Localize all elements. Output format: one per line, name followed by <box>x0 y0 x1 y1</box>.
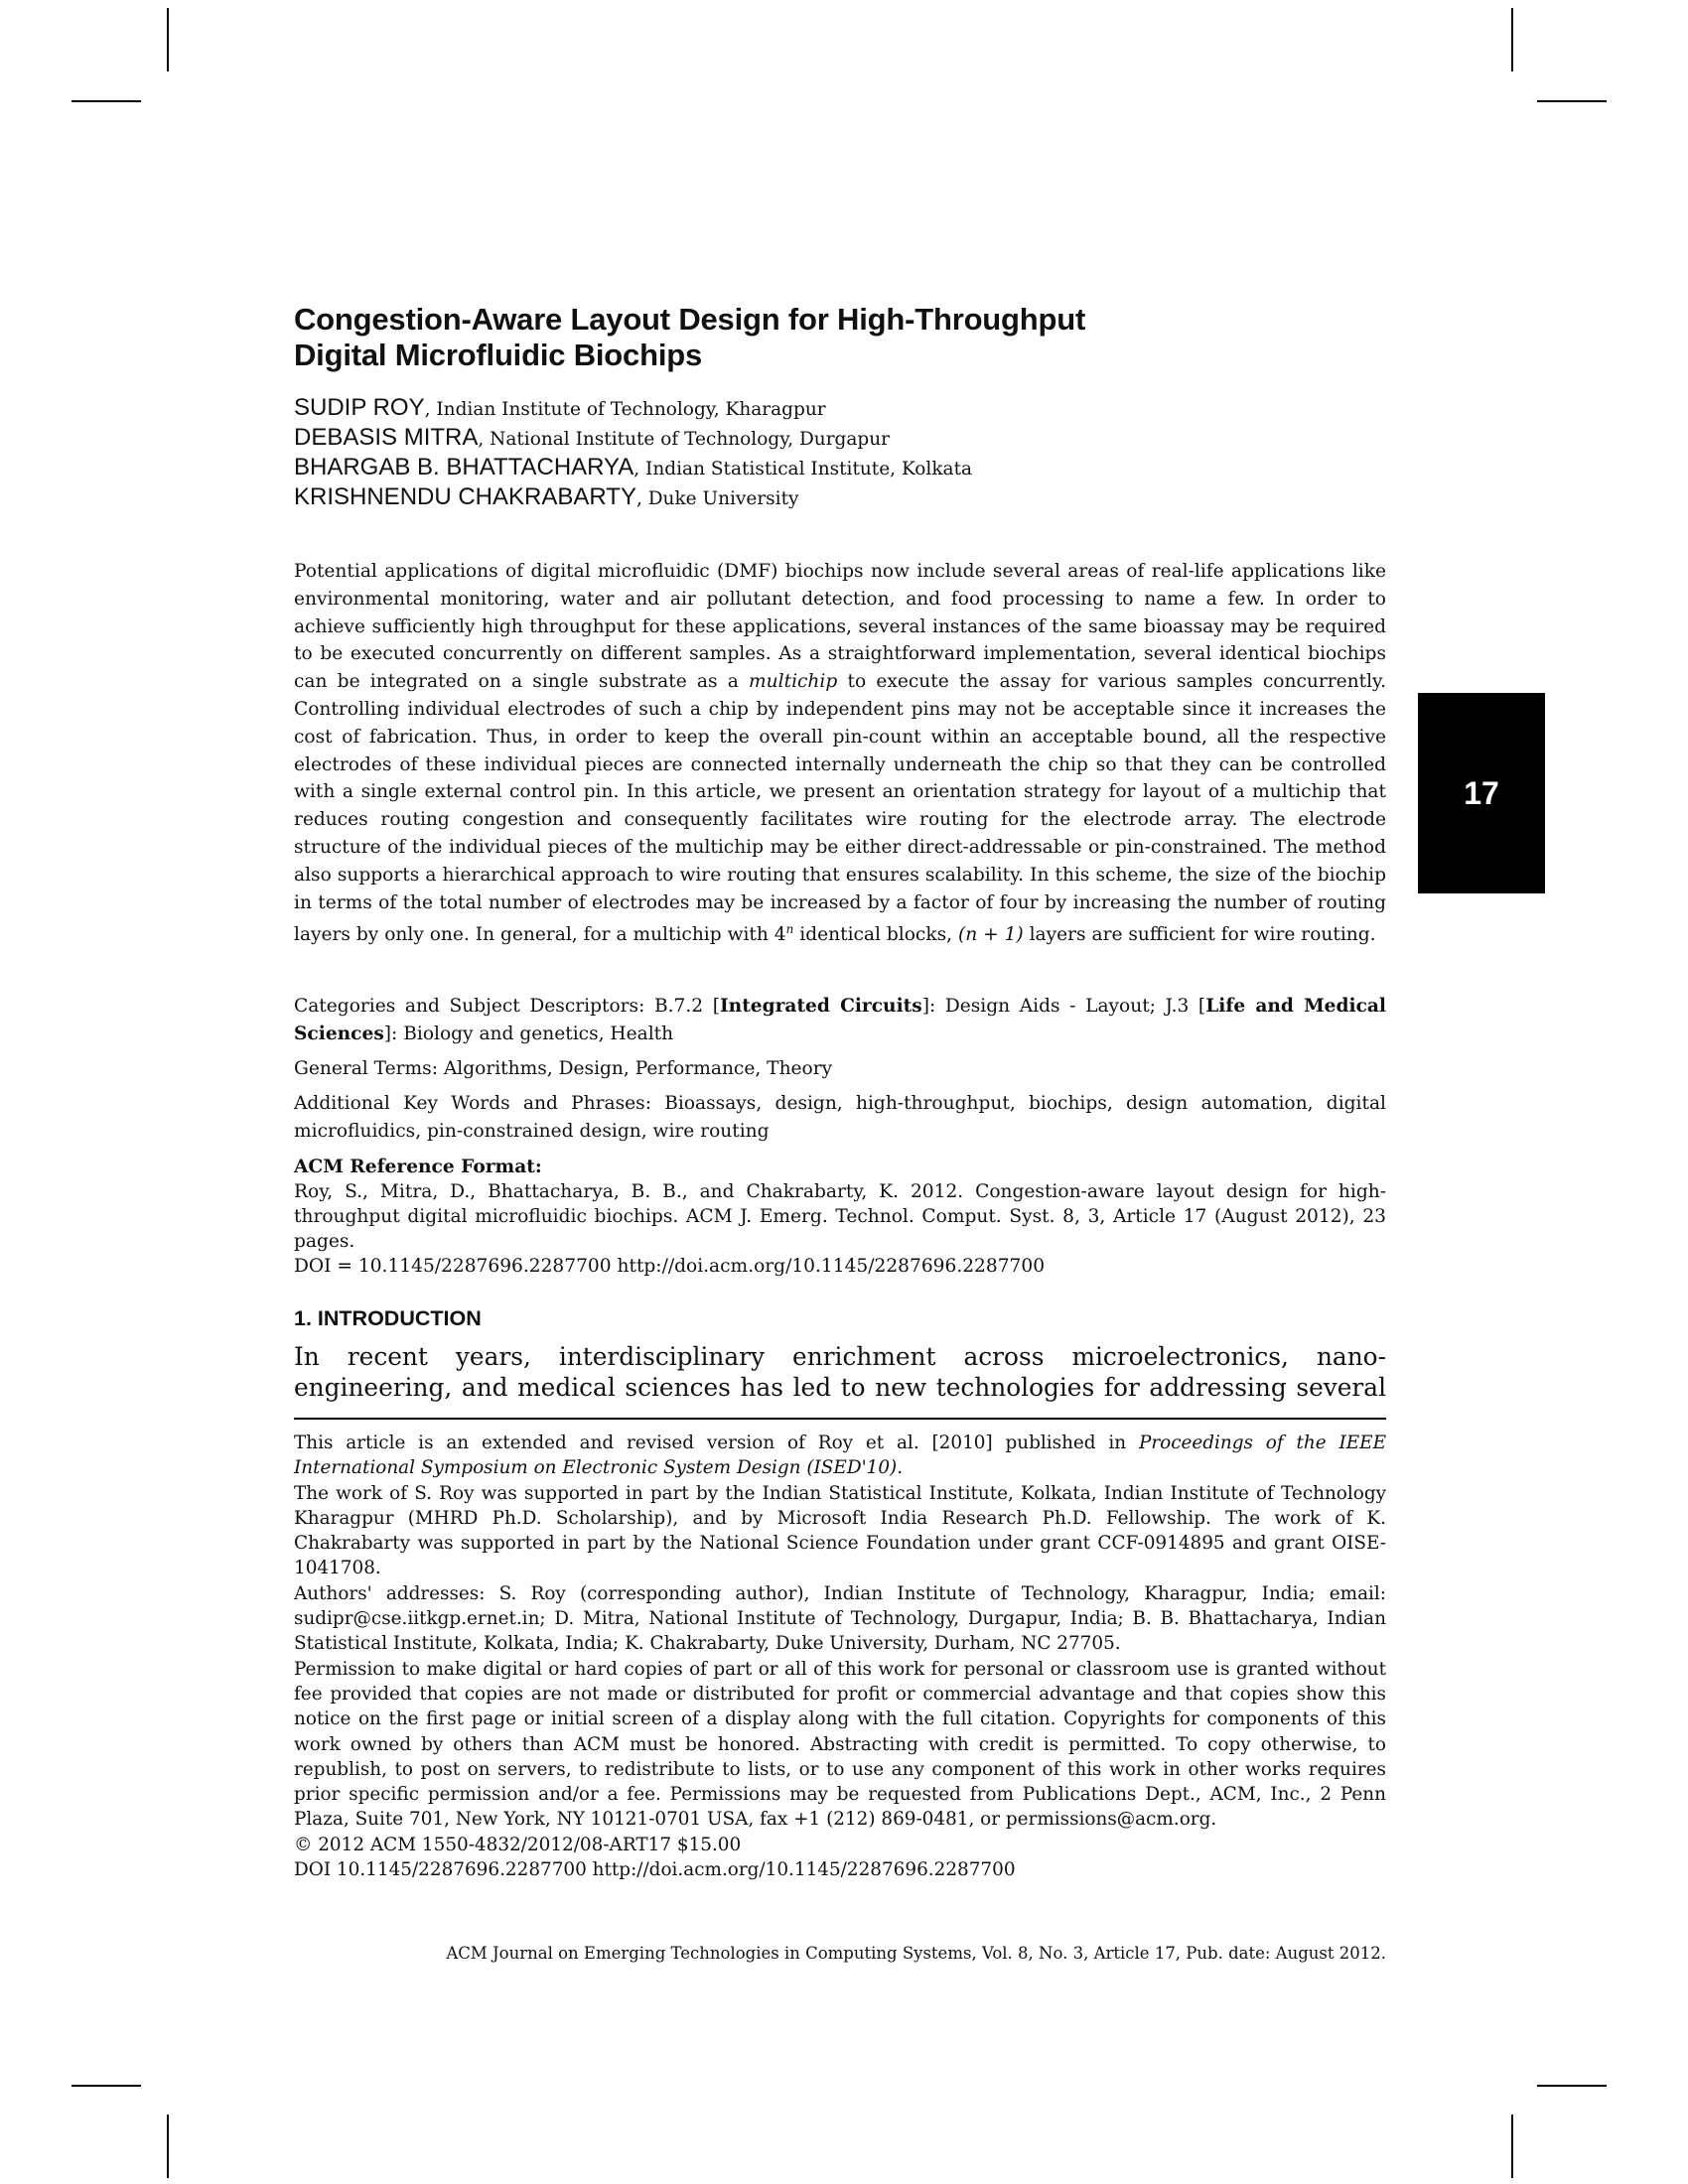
footnote-copyright: © 2012 ACM 1550-4832/2012/08-ART17 $15.00 <box>294 1834 742 1855</box>
abstract: Potential applications of digital microfluidic (DMF) biochips now include several areas of real-life applications like environmental monitoring, water and air pollutant detection, and food processing to name a few. In order to achieve sufficiently high throughput for these applications, several instances of the same bioassay may be required to be executed concurrently on different samples. As a straightforward implementation, several identical biochips can be integrated on a single substrate as a multichip to execute the assay for various samples concurrently. Controlling individual electrodes of such a chip by independent pins may not be acceptable since it increases the cost of fabrication. Thus, in order to keep the overall pin-count within an acceptable bound, all the respective electrodes of these individual pieces are connected internally underneath the chip so that they can be controlled with a single external control pin. In this article, we present an orientation strategy for layout of a multichip that reduces routing congestion and consequently facilitates wire routing for the electrode array. The electrode structure of the individual pieces of the multichip may be either direct-addressable or pin-constrained. The method also supports a hierarchical approach to wire routing that ensures scalability. In this scheme, the size of the biochip in terms of the total number of electrodes may be increased by a factor of four by increasing the number of routing layers by only one. In general, for a multichip with 4$^n$ identical blocks, (n + 1) layers are sufficient for wire routing. <box>294 561 1386 946</box>
author-list <box>294 393 1188 512</box>
author-affiliation: , Indian Statistical Institute, Kolkata <box>633 459 973 479</box>
crop-mark-top-right-horizontal <box>1537 100 1607 102</box>
footnote-funding: The work of S. Roy was supported in part by the Indian Statistical Institute, Kolkata, Indian Institute of Technology Kharagpur (MHRD Ph.D. Scholarship), and by Microsoft India Research Ph.D. Fellowship. The work of K. Chakrabarty was supported in part by the National Science Foundation under grant CCF-0914895 and grant OISE-1041708. <box>294 1482 1386 1579</box>
crop-mark-top-right-vertical <box>1511 8 1513 71</box>
author-entry <box>294 393 1188 423</box>
author-entry <box>294 453 1188 482</box>
author-affiliation: , National Institute of Technology, Durgapur <box>478 429 891 450</box>
footnote-rule <box>294 1418 1386 1420</box>
author-name: BHARGAB B. BHATTACHARYA <box>294 454 634 480</box>
author-name: SUDIP ROY <box>294 394 425 421</box>
author-affiliation: , Duke University <box>635 488 799 509</box>
footnote-extended-version: This article is an extended and revised version of Roy et al. [2010] published in Proceedings of the IEEE International Symposium on Electronic System Design (ISED'10). <box>294 1433 1386 1479</box>
abstract-math: (n + 1) <box>957 924 1024 946</box>
acm-reference-citation: Roy, S., Mitra, D., Bhattacharya, B. B., and Chakrabarty, K. 2012. Congestion-aware layout design for high-throughput digital microfluidic biochips. ACM J. Emerg. Technol. Comput. Syst. 8, 3, Article 17 (August 2012), 23 pages. <box>294 1181 1386 1252</box>
acm-reference-doi: DOI = 10.1145/2287696.2287700 http://doi.acm.org/10.1145/2287696.2287700 <box>294 1256 1046 1277</box>
footnote-permissions: Permission to make digital or hard copies of part or all of this work for personal or classroom use is granted without fee provided that copies are not made or distributed for profit or commercial advantage and that copies show this notice on the first page or initial screen of a display along with the full citation. Copyrights for components of this work owned by others than ACM must be honored. Abstracting with credit is permitted. To copy otherwise, to republish, to post on servers, to redistribute to lists, or to use any component of this work in other works requires prior specific permission and/or a fee. Permissions may be requested from Publications Dept., ACM, Inc., 2 Penn Plaza, Suite 701, New York, NY 10121-0701 USA, fax +1 (212) 869-0481, or permissions@acm.org. <box>294 1658 1386 1831</box>
general-terms: General Terms: Algorithms, Design, Performance, Theory <box>294 1058 833 1079</box>
categories-descriptors: Categories and Subject Descriptors: B.7.2 [Integrated Circuits]: Design Aids - Layout; J.3 [Life and Medical Sciences]: Biology and genetics, Health <box>294 996 1387 1044</box>
footnotes <box>294 1431 1386 1882</box>
crop-mark-bottom-left-horizontal <box>71 2085 141 2087</box>
title-line: Digital Microfluidic Biochips <box>294 338 703 372</box>
introduction-text: In recent years, interdisciplinary enrichment across microelectronics, nano-engineering, and medical sciences has led to new technologies for addressing several <box>294 1342 1386 1402</box>
author-affiliation: , Indian Institute of Technology, Kharagpur <box>424 399 826 420</box>
author-entry <box>294 423 1188 453</box>
abstract-superscript: n <box>785 922 794 937</box>
author-name: DEBASIS MITRA <box>294 424 479 451</box>
crop-mark-top-left-horizontal <box>71 100 141 102</box>
acm-reference-heading: ACM Reference Format: <box>294 1157 542 1177</box>
section-heading: 1. INTRODUCTION <box>294 1306 482 1330</box>
paper-title <box>294 302 1188 373</box>
footnote-addresses: Authors' addresses: S. Roy (corresponding author), Indian Institute of Technology, Kharagpur, India; email: sudipr@cse.iitkgp.ernet.in; D. Mitra, National Institute of Technology, Durgapur, India; B. B. Bhattacharya, Indian Statistical Institute, Kolkata, India; K. Chakrabarty, Duke University, Durham, NC 27705. <box>294 1582 1386 1655</box>
crop-mark-bottom-left-vertical <box>167 2115 169 2178</box>
keywords: Additional Key Words and Phrases: Bioassays, design, high-throughput, biochips, design automation, digital microfluidics, pin-constrained design, wire routing <box>294 1093 1386 1142</box>
acm-reference <box>294 1155 1386 1279</box>
crop-mark-bottom-right-horizontal <box>1537 2085 1607 2087</box>
crop-mark-top-left-vertical <box>167 8 169 71</box>
author-entry <box>294 482 1188 512</box>
journal-footer: ACM Journal on Emerging Technologies in Computing Systems, Vol. 8, No. 3, Article 17, Pub. date: August 2012. <box>446 1944 1386 1963</box>
title-line: Congestion-Aware Layout Design for High-Throughput <box>294 302 1086 337</box>
footnote-doi: DOI 10.1145/2287696.2287700 http://doi.acm.org/10.1145/2287696.2287700 <box>294 1859 1016 1881</box>
article-number-tab: 17 <box>1418 693 1545 893</box>
abstract-emphasis: multichip <box>749 671 838 693</box>
crop-mark-bottom-right-vertical <box>1511 2115 1513 2178</box>
author-name: KRISHNENDU CHAKRABARTY <box>294 483 636 510</box>
